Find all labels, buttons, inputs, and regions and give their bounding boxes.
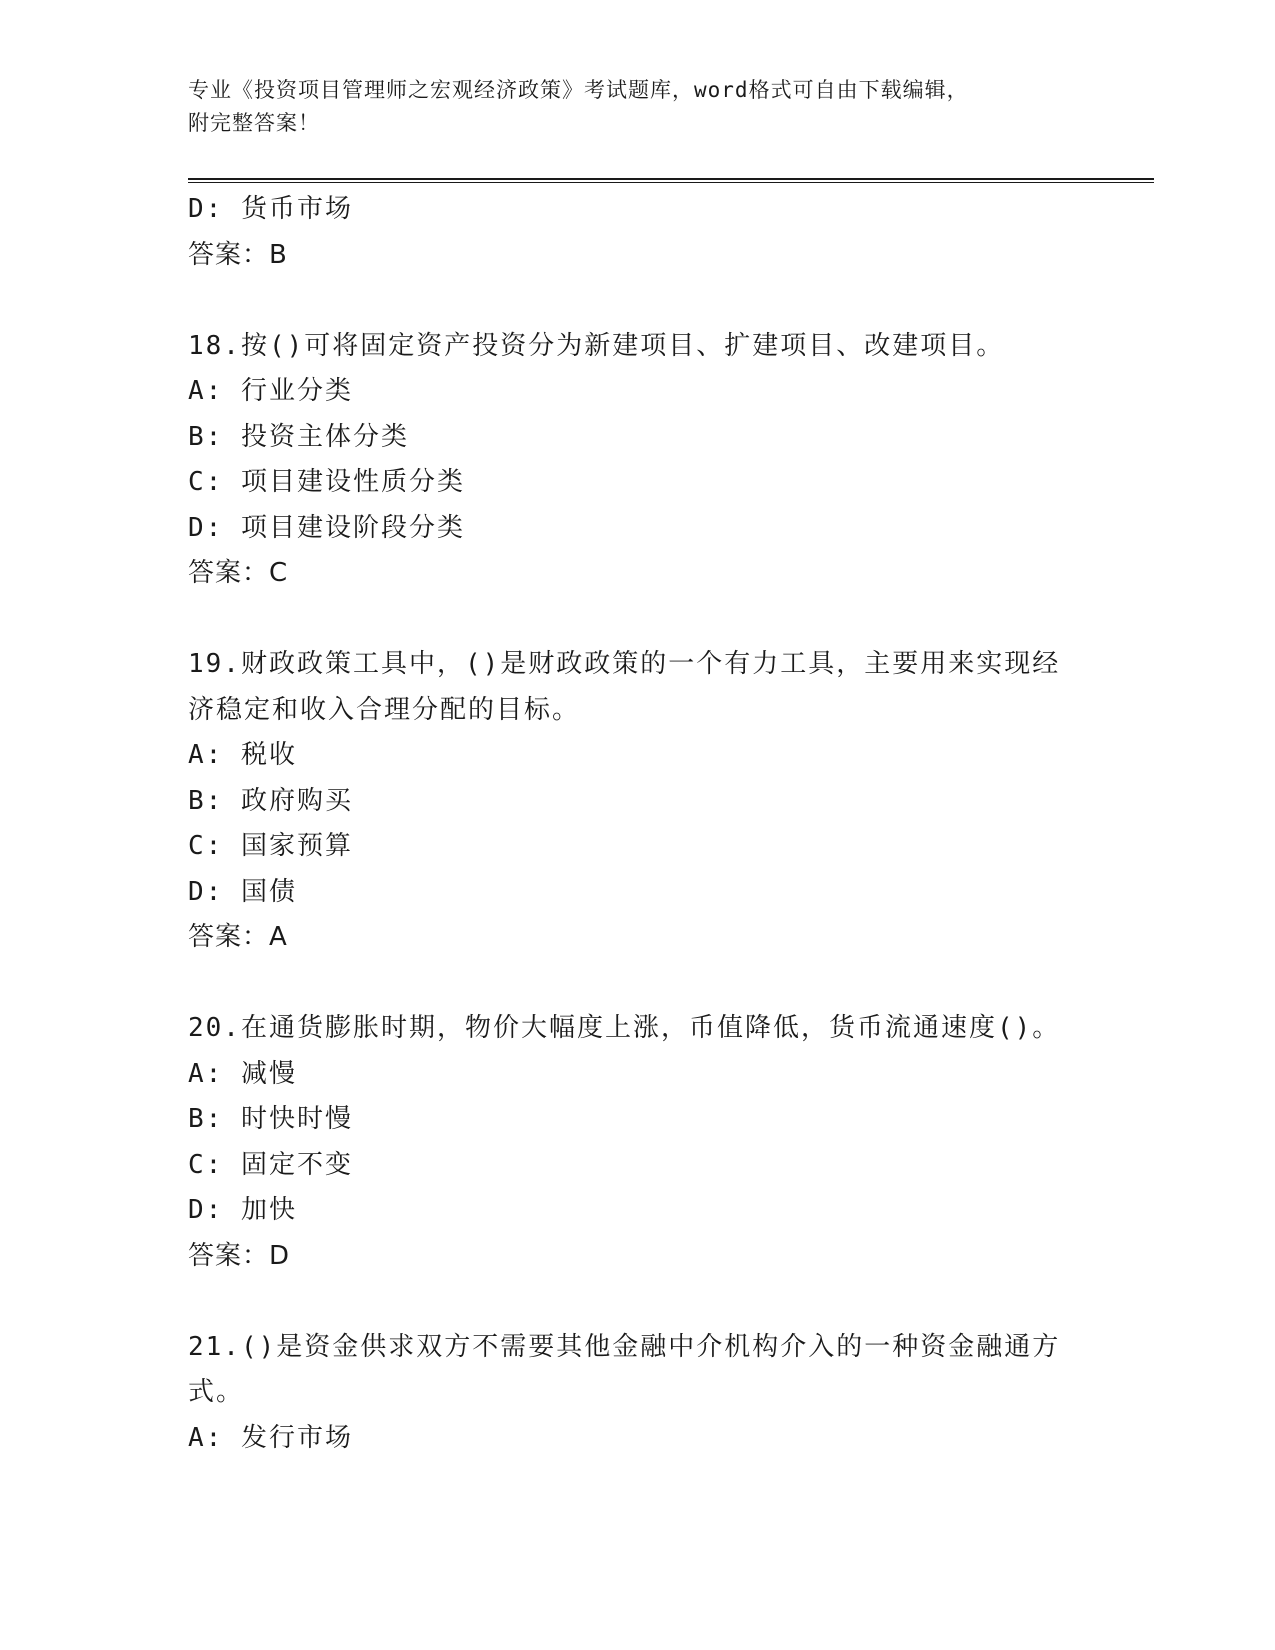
header-line-1: 专业《投资项目管理师之宏观经济政策》考试题库，word格式可自由下载编辑，	[188, 78, 969, 102]
option-a: A: 发行市场	[188, 1422, 353, 1453]
answer-line: 答案：A	[188, 922, 288, 952]
option-d: D: 货币市场	[188, 194, 353, 224]
question-21	[188, 1325, 1088, 1462]
question-20	[188, 1006, 1088, 1279]
question-stem: 18.按()可将固定资产投资分为新建项目、扩建项目、改建项目。	[188, 330, 1005, 361]
option-a: A: 税收	[188, 740, 297, 770]
question-stem-line-1: 19.财政政策工具中，()是财政政策的一个有力工具，主要用来实现经	[188, 649, 1061, 679]
option-c: C: 固定不变	[188, 1149, 353, 1180]
question-stem-line-1: 21.()是资金供求双方不需要其他金融中介机构介入的一种资金融通方	[188, 1331, 1061, 1362]
question-stem: 20.在通货膨胀时期，物价大幅度上涨，币值降低，货币流通速度()。	[188, 1013, 1061, 1043]
spacer	[188, 597, 1088, 643]
option-c: C: 国家预算	[188, 831, 353, 861]
option-b: B: 政府购买	[188, 785, 353, 816]
answer-line: 答案：D	[188, 1240, 291, 1271]
question-list	[188, 187, 1088, 1461]
option-d: D: 加快	[188, 1195, 297, 1225]
spacer	[188, 278, 1088, 324]
question-18	[188, 324, 1088, 597]
question-stem-line-2: 式。	[188, 1377, 245, 1407]
option-b: B: 投资主体分类	[188, 421, 409, 452]
header-line-2: 附完整答案！	[188, 111, 320, 135]
spacer	[188, 1279, 1088, 1325]
option-a: A: 行业分类	[188, 376, 353, 406]
answer-line: 答案：C	[188, 558, 289, 588]
option-b: B: 时快时慢	[188, 1104, 353, 1134]
option-d: D: 项目建设阶段分类	[188, 512, 465, 543]
question-stem-line-2: 济稳定和收入合理分配的目标。	[188, 694, 581, 725]
option-c: C: 项目建设性质分类	[188, 467, 465, 497]
header-divider	[188, 178, 1154, 183]
option-a: A: 减慢	[188, 1058, 297, 1089]
document-header	[188, 74, 1088, 140]
question-19	[188, 642, 1088, 961]
option-d: D: 国债	[188, 876, 297, 907]
answer-line: 答案：B	[188, 239, 288, 270]
spacer	[188, 961, 1088, 1007]
